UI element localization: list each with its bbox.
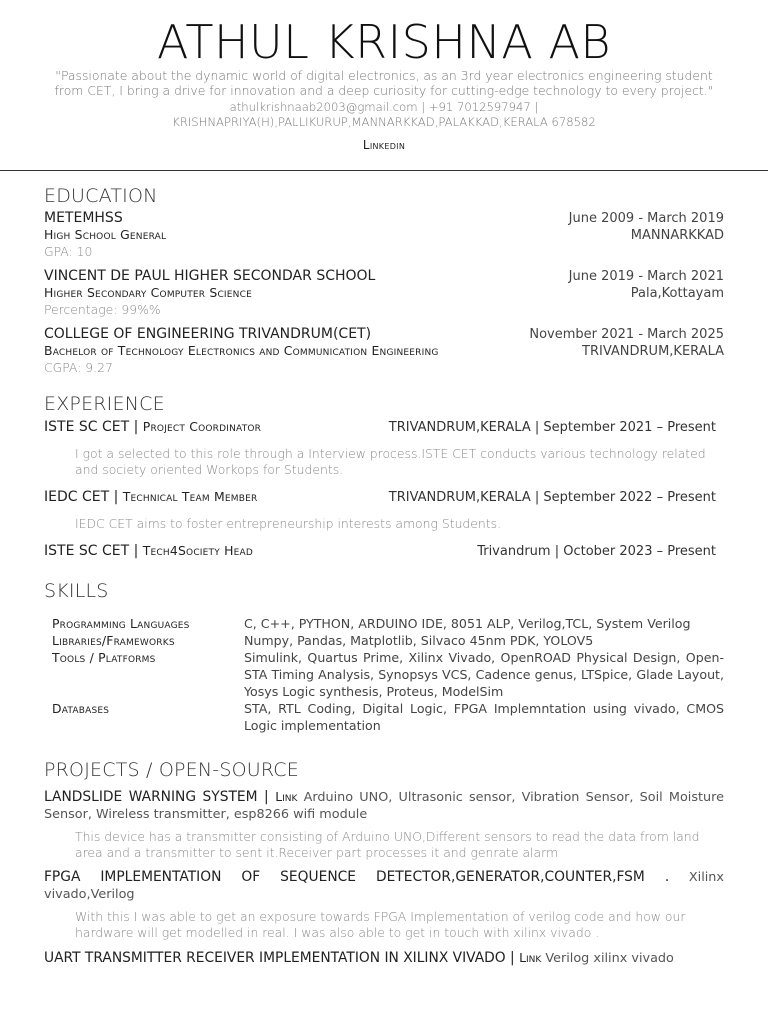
- project-description: This device has a transmitter consisting of Arduino UNO,Different sensors to read the data from land area and a transmitter to sent it.Receiver part processes it and genrate alarm: [75, 829, 700, 860]
- experience-location-date: TRIVANDRUM,KERALA | September 2021 – Present: [388, 420, 716, 435]
- contact-info: athulkrishnaab2003@gmail.com | +91 7012597947 | KRISHNAPRIYA(H),PALLIKURUP,MANNARKKAD,PALAKKAD,KERALA 678582: [172, 100, 596, 129]
- experience-description: IEDC CET aims to foster entrepreneurship interests among Students.: [75, 516, 502, 531]
- institution-name: METEMHSS: [44, 210, 123, 226]
- projects-heading: PROJECTS / OPEN-SOURCE: [44, 759, 299, 781]
- experience-item: ISTE SC CET | Tech4Society Head Trivandrum | October 2023 – Present: [44, 543, 716, 559]
- project-item: [44, 869, 724, 941]
- education-item: [44, 326, 724, 376]
- skill-category: Libraries/Frameworks: [52, 633, 175, 648]
- skills-heading: SKILLS: [44, 580, 109, 602]
- experience-org: ISTE SC CET: [44, 543, 130, 559]
- resume-body: [44, 184, 724, 975]
- project-link[interactable]: Link: [275, 789, 298, 804]
- experience-role: Tech4Society Head: [142, 543, 253, 558]
- experience-role: Technical Team Member: [122, 489, 258, 504]
- project-technologies: Xilinx vivado,Verilog: [44, 870, 724, 902]
- project-technologies: Arduino UNO, Ultrasonic sensor, Vibration Sensor, Soil Moisture Sensor, Wireless transmitter, esp8266 wifi module: [44, 790, 724, 822]
- project-name: UART TRANSMITTER RECEIVER IMPLEMENTATION IN XILINX VIVADO: [44, 950, 506, 966]
- education-score: CGPA: 9.27: [44, 360, 113, 375]
- experience-item: ISTE SC CET | Project Coordinator TRIVANDRUM,KERALA | September 2021 – Present I got a selected to this role through a Interview process.ISTE CET conducts various technology related and society oriented Workops for Students.: [44, 418, 724, 478]
- education-item: [44, 268, 724, 318]
- resume-header: [0, 0, 768, 152]
- project-name: LANDSLIDE WARNING SYSTEM: [44, 789, 258, 805]
- skill-row: [52, 700, 724, 734]
- experience-location-date: TRIVANDRUM,KERALA | September 2022 – Present: [388, 490, 716, 505]
- skill-category: Databases: [52, 701, 110, 716]
- skill-row: [52, 649, 724, 700]
- degree: High School General: [44, 227, 167, 242]
- skill-category: Tools / Platforms: [52, 650, 156, 665]
- education-location: TRIVANDRUM,KERALA: [582, 344, 724, 359]
- education-score: Percentage: 99%%: [44, 302, 161, 317]
- institution-name: VINCENT DE PAUL HIGHER SECONDAR SCHOOL: [44, 268, 376, 284]
- candidate-name: ATHUL KRISHNA AB: [156, 15, 612, 69]
- skill-category: Programming Languages: [52, 616, 190, 631]
- skill-values: Numpy, Pandas, Matplotlib, Silvaco 45nm PDK, YOLOV5: [244, 633, 594, 648]
- degree: Higher Secondary Computer Science: [44, 285, 252, 300]
- experience-description: I got a selected to this role through a Interview process.ISTE CET conducts various technology related and society oriented Workops for Students.: [75, 446, 706, 477]
- education-dates: June 2009 - March 2019: [568, 211, 724, 226]
- skill-row: [52, 632, 724, 649]
- project-link[interactable]: Link: [519, 950, 542, 965]
- experience-org: ISTE SC CET: [44, 419, 130, 435]
- institution-name: COLLEGE OF ENGINEERING TRIVANDRUM(CET): [44, 326, 372, 342]
- experience-org: IEDC CET: [44, 489, 110, 505]
- skill-row: [52, 615, 724, 632]
- education-dates: November 2021 - March 2025: [529, 327, 724, 342]
- header-divider: [0, 170, 768, 171]
- education-location: MANNARKKAD: [630, 228, 724, 243]
- skills-table: [52, 615, 724, 734]
- project-item: LANDSLIDE WARNING SYSTEM | Link Arduino UNO, Ultrasonic sensor, Vibration Sensor, Soil Moisture Sensor, Wireless transmitter, esp8266 wifi module This device has a transmitter consisting of Arduino UNO,Different sensors to read the data from land area and a transmitter to sent it.Receiver part processes it and genrate alarm: [44, 789, 724, 860]
- project-name: FPGA IMPLEMENTATION OF SEQUENCE DETECTOR,GENERATOR,COUNTER,FSM .: [44, 869, 670, 885]
- skill-values: Simulink, Quartus Prime, Xilinx Vivado, OpenROAD Physical Design, Open-STA Timing Analysis, Synopsys VCS, Cadence genus, LTSpice, Glade Layout, Yosys Logic synthesis, Proteus, ModelSim: [244, 650, 724, 699]
- project-description: With this I was able to get an exposure towards FPGA Implementation of verilog code and how our hardware will get modelled in real. I was also able to get in touch with xilinx vivado .: [75, 909, 686, 940]
- skill-values: C, C++, PYTHON, ARDUINO IDE, 8051 ALP, Verilog,TCL, System Verilog: [244, 616, 691, 631]
- tagline: "Passionate about the dynamic world of digital electronics, as an 3rd year electronics engineering student from CET, I bring a drive for innovation and a deep curiosity for cutting-edge technology to every project.": [54, 68, 714, 98]
- education-score: GPA: 10: [44, 244, 93, 259]
- education-item: [44, 210, 724, 260]
- experience-heading: EXPERIENCE: [44, 393, 165, 415]
- project-technologies: Verilog xilinx vivado: [541, 951, 674, 966]
- degree: Bachelor of Technology Electronics and Communication Engineering: [44, 343, 439, 358]
- education-dates: June 2019 - March 2021: [568, 269, 724, 284]
- skill-values: STA, RTL Coding, Digital Logic, FPGA Implemntation using vivado, CMOS Logic implementation: [244, 701, 724, 733]
- experience-role: Project Coordinator: [142, 419, 262, 434]
- experience-item: IEDC CET | Technical Team Member TRIVANDRUM,KERALA | September 2022 – Present IEDC CET aims to foster entrepreneurship interests among Students.: [44, 488, 724, 532]
- experience-location-date: Trivandrum | October 2023 – Present: [477, 544, 716, 559]
- education-location: Pala,Kottayam: [630, 286, 724, 301]
- linkedin-link[interactable]: Linkedin: [362, 138, 406, 152]
- project-item: UART TRANSMITTER RECEIVER IMPLEMENTATION IN XILINX VIVADO | Link Verilog xilinx vivado: [44, 950, 674, 966]
- education-heading: EDUCATION: [44, 185, 158, 207]
